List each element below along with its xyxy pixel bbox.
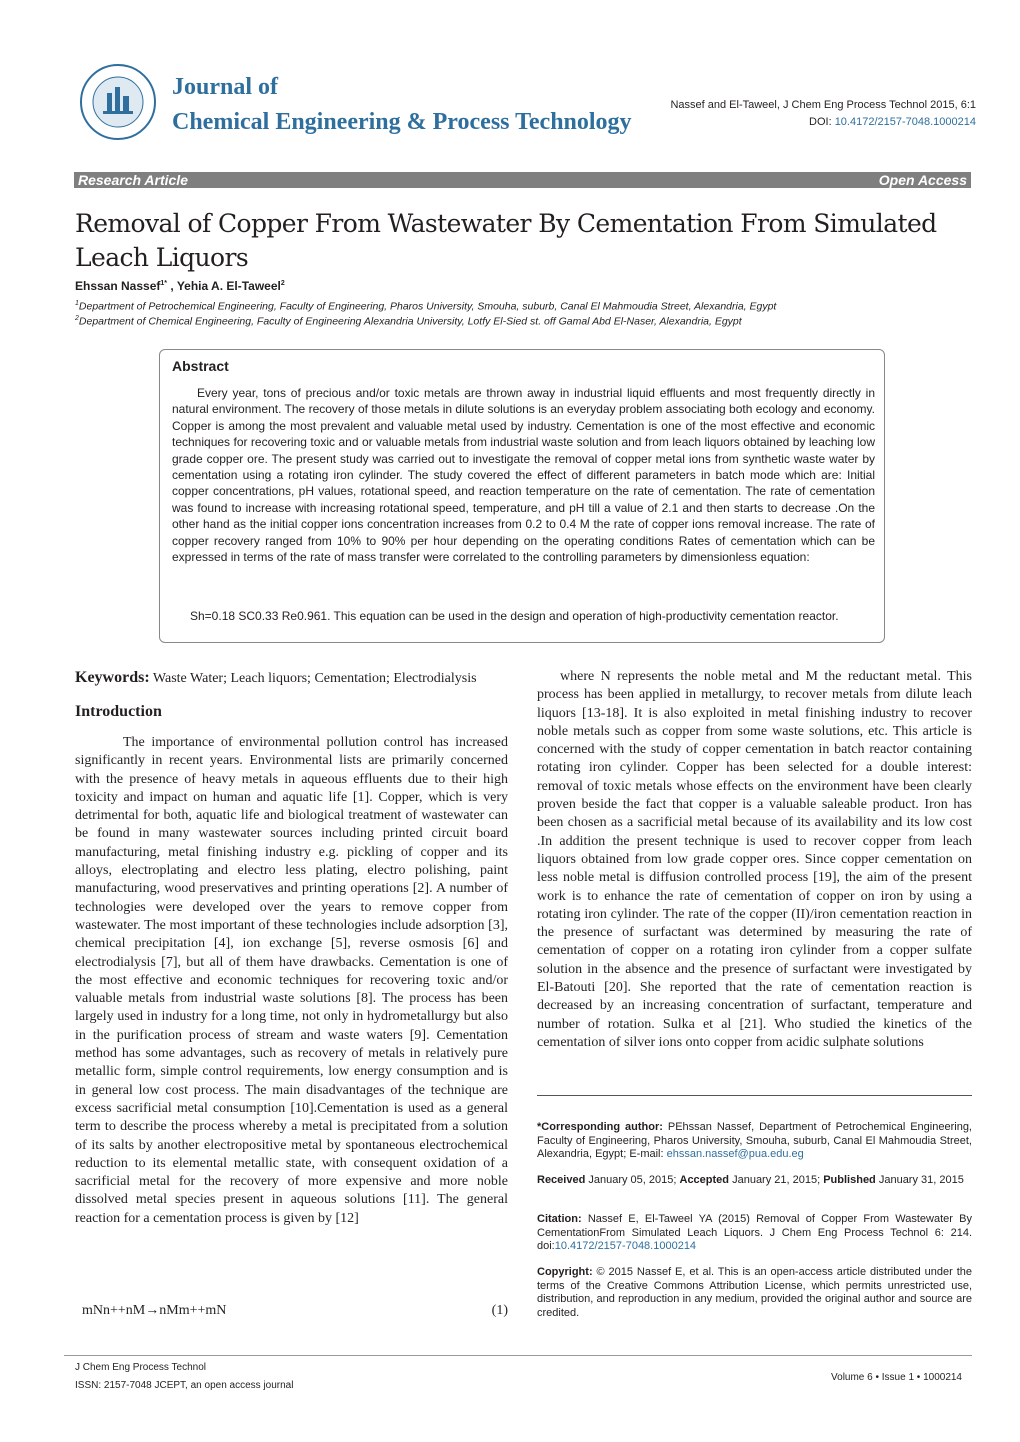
equation-1 [82, 1303, 508, 1319]
corresponding-author-note [537, 1121, 972, 1162]
keywords-label: Keywords: [75, 669, 150, 686]
abstract-paragraph-1: Every year, tons of precious and/or toxic metals are thrown away in industrial liquid effluents and most frequently directly in natural environment. The recovery of those metals in dilute solutions is an everyday problem associating both ecology and economy. Copper is among the most prevalent and valuable metal used by industry. Cementation is one of the most effective and economic techniques for recovering toxic and or valuable metals from industrial waste solution and from leach liquors obtained by leaching low grade copper ore. The present study was carried out to investigate the removal of copper metal ions from synthetic waste water by cementation using a rotating iron cylinder. The study covered the effect of different parameters in batch mode which are: Initial copper concentrations, pH values, rotational speed, and reaction temperature on the rate of cementation. The rate of cementation was found to increase with increasing rotational speed, temperature, and pH till a value of 2.1 and then starts to decrease .On the other hand as the initial copper ions concentration increases from 0.2 to 0.4 M the rate of copper ions removal increase. The rate of copper recovery ranged from 10% to 90% per hour depending on the operating conditions Rates of cementation which can be expressed in terms of the rate of mass transfer were correlated to the controlling parameters by dimensionless equation: [172, 386, 875, 565]
doi-link[interactable]: 10.4172/2157-7048.1000214 [834, 116, 976, 128]
received-label: Received [537, 1174, 586, 1186]
received-date: January 05, 2015; [585, 1174, 680, 1186]
author-list [75, 279, 285, 293]
footer-divider [64, 1355, 972, 1356]
dates-note [537, 1174, 972, 1188]
footer-volume: Volume 6 • Issue 1 • 1000214 [831, 1372, 962, 1383]
footer-journal: J Chem Eng Process Technol [75, 1362, 206, 1373]
accepted-date: January 21, 2015; [729, 1174, 824, 1186]
corr-email-link[interactable]: ehssan.nassef@pua.edu.eg [666, 1148, 804, 1161]
keywords [75, 669, 477, 687]
equation-text: mNn++nM→nMm++mN [82, 1303, 227, 1318]
aff2-text: Department of Chemical Engineering, Faculty of Engineering Alexandria University, Lotfy El-Sied st. off Gamal Abd El-Naser, Alexandria, Egypt [78, 315, 742, 328]
aff1-text: Department of Petrochemical Engineering, Faculty of Engineering, Pharos University, Smouha, suburb, Canal El Mahmoudia Street, Alexandria, Egypt [78, 300, 777, 313]
citation-note [537, 1213, 972, 1254]
footnote-divider [537, 1095, 972, 1096]
citation-label: Citation: [537, 1213, 582, 1225]
article-type-banner [74, 172, 971, 188]
citation-text: Nassef E, El-Taweel YA (2015) Removal of Copper From Wastewater By CementationFrom Simulated Leach Liquors. J Chem Eng Process Technol 6: 214. doi: [537, 1213, 972, 1253]
corr-label: *Corresponding author: [537, 1121, 663, 1133]
author-2: Yehia A. El-Taweel [176, 279, 281, 293]
journal-title-line2: Chemical Engineering & Process Technology [172, 109, 632, 135]
copyright-text: © 2015 Nassef E, et al. This is an open-access article distributed under the terms of the Creative Commons Attribution License, which permits unrestricted use, distribution, and reproduction in any medium, provided the original author and source are credited. [537, 1266, 972, 1320]
aff1-sup: 1 [75, 300, 79, 307]
footer-issn: ISSN: 2157-7048 JCEPT, an open access journal [75, 1380, 294, 1391]
author-separator: , [167, 279, 177, 293]
header-doi [809, 116, 976, 128]
author-1-sup: 1* [160, 280, 168, 287]
published-date: January 31, 2015 [875, 1174, 964, 1186]
corr-text: PEhssan Nassef, Department of Petrochemical Engineering, Faculty of Engineering, Pharos University, Smouha, suburb, Canal El Mahmoudia Street, Alexandria, Egypt; E-mail: [537, 1121, 972, 1161]
article-title: Removal of Copper From Wastewater By Cementation From Simulated Leach Liquors [75, 209, 937, 272]
keywords-text: Waste Water; Leach liquors; Cementation; Electrodialysis [149, 671, 477, 686]
accepted-label: Accepted [679, 1174, 730, 1186]
published-label: Published [823, 1174, 876, 1186]
author-1: Ehssan Nassef [75, 279, 161, 293]
equation-number: (1) [491, 1303, 508, 1318]
citation-doi-link[interactable]: 10.4172/2157-7048.1000214 [554, 1240, 697, 1253]
introduction-heading: Introduction [75, 703, 162, 720]
abstract-box [159, 349, 885, 643]
journal-logo [79, 63, 157, 141]
introduction-paragraph: The importance of environmental pollution control has increased significantly in recent years. Environmental lists are primarily concerned with the presence of heavy metals in aqueous effluents due to their high toxicity and impact on human and aquatic life [1]. Copper, which is very detrimental for both, aquatic life and biological treatment of wastewater can be found in many wastewater sources including printed circuit board manufacturing, metal finishing industry e.g. pickling of copper and its alloys, electroplating and electro less plating, electro polishing, paint manufacturing, wood preservatives and printing operations [2]. A number of technologies were developed over the years to remove copper from wastewater. The most important of these technologies include adsorption [3], chemical precipitation [4], ion exchange [5], reverse osmosis [6] and electrodialysis [7], but all of them have drawbacks. Cementation is one of the most effective and economic techniques for recovering toxic and/or valuable metals from industrial waste solutions [8]. The process has been largely used in industry for a long time, not only in hydrometallurgy but also in the purification process of stream and waste waters [9]. Cementation method has some advantages, such as recovery of metals in relatively pure metallic form, simple control requirements, low energy consumption and is in general low cost process. The main disadvantages of the technique are excess sacrificial metal consumption [10].Cementation is used as a general term to describe the process whereby a metal is precipitated from a solution of its salts by another electropositive metal by spontaneous electrochemical reduction to its elemental metallic state, with consequent oxidation of a sacrificial metal for the recovery of more expensive and more noble dissolved metal species present in aqueous solutions [11]. The general reaction for a cementation process is given by [12] [75, 735, 508, 1226]
abstract-heading: Abstract [172, 358, 229, 374]
research-article-label: Research Article [78, 172, 188, 188]
journal-title-line1: Journal of [172, 74, 279, 100]
doi-label: DOI: [809, 116, 835, 128]
header-citation: Nassef and El-Taweel, J Chem Eng Process Technol 2015, 6:1 [670, 99, 976, 111]
right-column-paragraph: where N represents the noble metal and M the reductant metal. This process has been applied in metallurgy, to recover metals from dilute leach liquors [13-18]. It is also exploited in metal finishing industry to recover noble metals such as copper from some waste solutions, etc. This article is concerned with the study of copper cementation in batch reactor containing rotating iron cylinder. Copper has been selected for a double interest: removal of toxic metals whose effects on the environment have been clearly proven beside the fact that copper is a valuable saleable product. Iron has been chosen as a sacrificial metal because of its availability and its low cost .In addition the present technique is used to recover copper from leach liquors obtained from low grade copper ores. Since copper cementation on less noble metal is diffusion controlled process [19], the aim of the present work is to enhance the rate of cementation of copper on iron by using a rotating iron cylinder. The rate of the copper (II)/iron cementation reaction in the presence of surfactant was determined by measuring the rate of cementation of copper on a rotating iron cylinder from a copper sulfate solution in the absence and the presence of surfactant were investigated by El-Batouti [20]. She reported that the rate of cementation reaction is decreased by an increasing concentration of surfactant, temperature and number of rotation. Sulka et al [21]. Who studied the kinetics of the cementation of silver ions onto copper from acidic sulphate solutions [537, 669, 972, 1050]
abstract-paragraph-2: Sh=0.18 SC0.33 Re0.961. This equation can be used in the design and operation of high-productivity cementation reactor. [190, 609, 839, 623]
affiliation-1 [75, 300, 776, 313]
author-2-sup: 2 [280, 280, 285, 287]
copyright-label: Copyright: [537, 1266, 593, 1278]
aff2-sup: 2 [75, 315, 79, 322]
copyright-note [537, 1266, 972, 1321]
open-access-label: Open Access [878, 172, 967, 188]
affiliation-2 [75, 315, 742, 328]
